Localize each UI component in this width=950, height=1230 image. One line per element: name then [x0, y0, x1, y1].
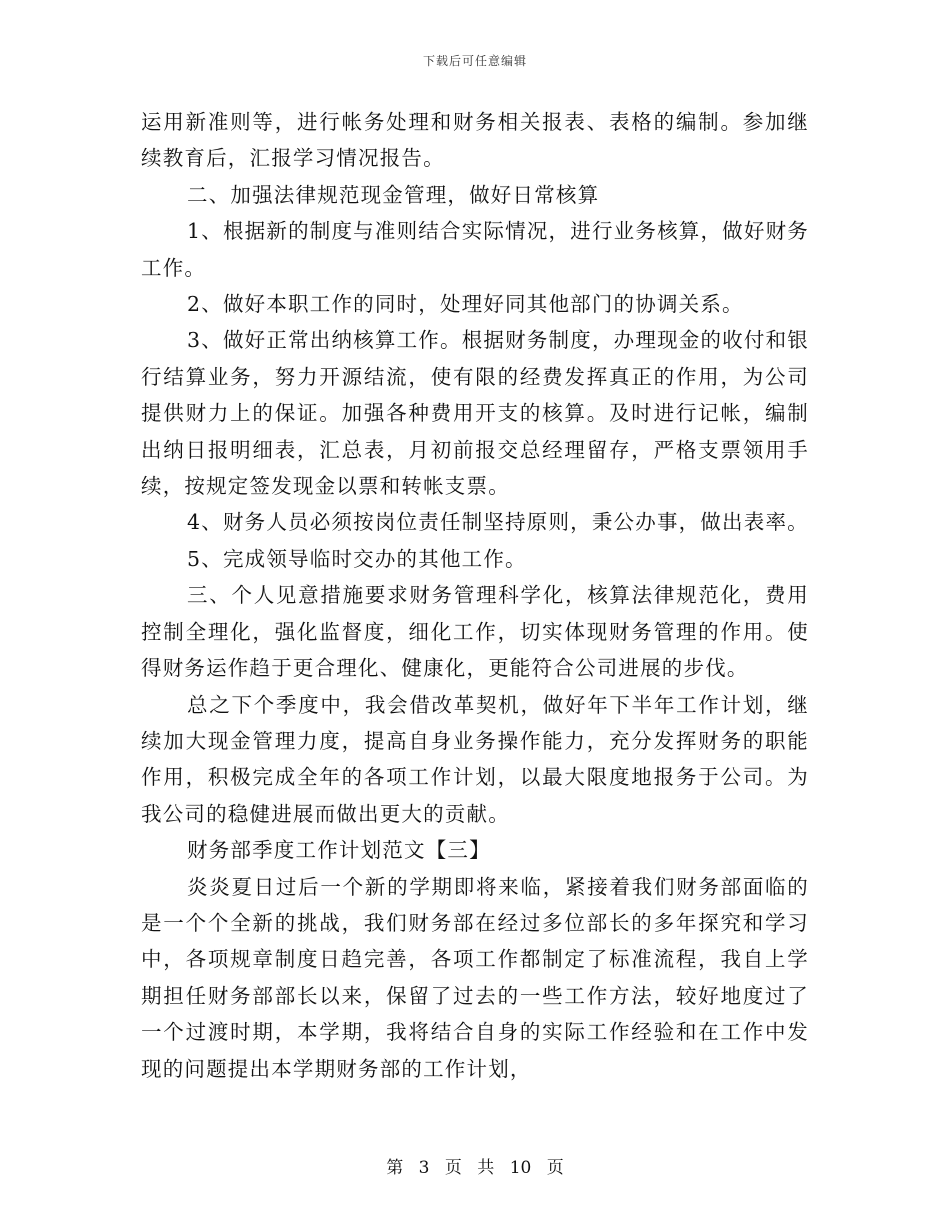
paragraph: 总之下个季度中，我会借改革契机，做好年下半年工作计划，继续加大现金管理力度，提高自身业务操作能力，充分发挥财务的职能作用，积极完成全年的各项工作计划，以最大限度地报务于公司。为我公司的稳健进展而做出更大的贡献。	[141, 692, 809, 826]
section-title: 财务部季度工作计划范文【三】	[187, 838, 491, 863]
paragraph: 三、个人见意措施要求财务管理科学化，核算法律规范化，费用控制全理化，强化监督度，细化工作，切实体现财务管理的作用。使得财务运作趋于更合理化、健康化，更能符合公司进展的步伐。	[141, 583, 809, 681]
list-item: 2、做好本职工作的同时，处理好同其他部门的协调关系。	[187, 292, 744, 317]
page-number: 第 3 页 共 10 页	[386, 1158, 564, 1178]
section-heading: 二、加强法律规范现金管理，做好日常核算	[187, 182, 600, 207]
document-body	[141, 104, 809, 1087]
page-header: 下载后可任意编辑	[422, 54, 527, 68]
paragraph: 炎炎夏日过后一个新的学期即将来临，紧接着我们财务部面临的是一个个全新的挑战，我们财务部在经过多位部长的多年探究和学习中，各项规章制度日趋完善，各项工作都制定了标准流程，我自上学期担任财务部部长以来，保留了过去的一些工作方法，较好地度过了一个过渡时期，本学期，我将结合自身的实际工作经验和在工作中发现的问题提出本学期财务部的工作计划，	[141, 874, 809, 1081]
list-item: 5、完成领导临时交办的其他工作。	[187, 546, 527, 571]
list-item: 4、财务人员必须按岗位责任制坚持原则，秉公办事，做出表率。	[187, 510, 809, 535]
list-item: 1、根据新的制度与准则结合实际情况，进行业务核算，做好财务工作。	[141, 219, 809, 280]
paragraph: 运用新准则等，进行帐务处理和财务相关报表、表格的编制。参加继续教育后，汇报学习情况报告。	[141, 110, 809, 171]
list-item: 3、做好正常出纳核算工作。根据财务制度，办理现金的收付和银行结算业务，努力开源结流，使有限的经费发挥真正的作用，为公司提供财力上的保证。加强各种费用开支的核算。及时进行记帐，编制出纳日报明细表，汇总表，月初前报交总经理留存，严格支票领用手续，按规定签发现金以票和转帐支票。	[141, 328, 809, 499]
